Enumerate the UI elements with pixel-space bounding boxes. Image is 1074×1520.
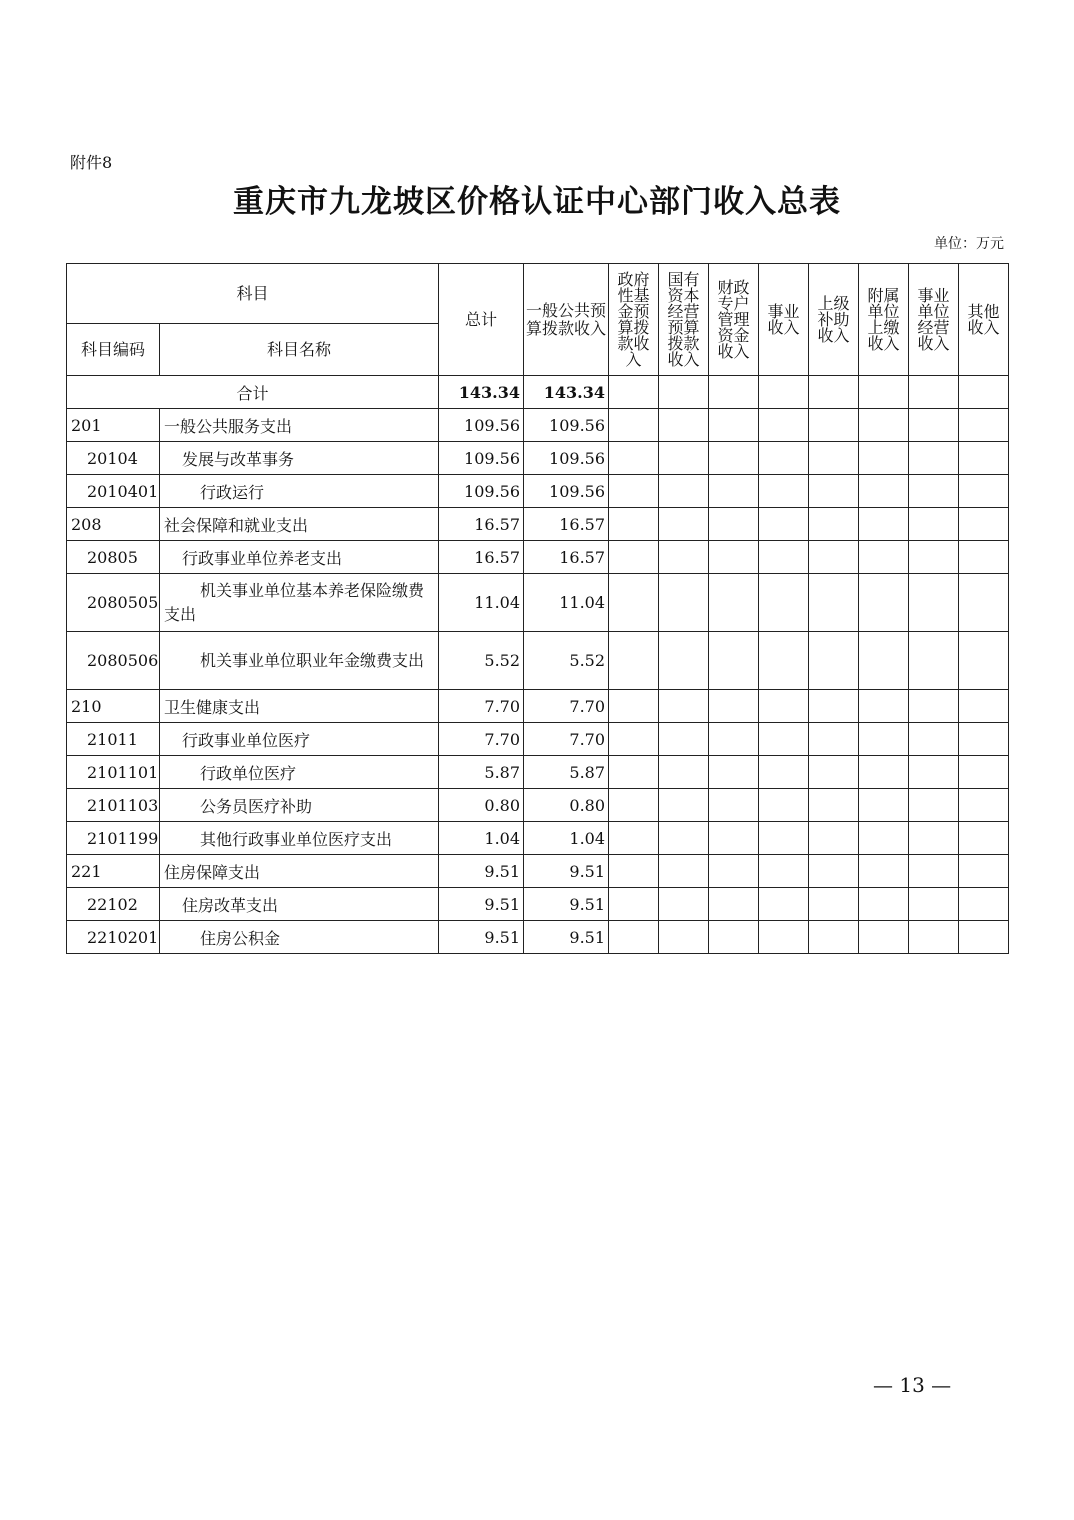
row-name: 住房改革支出 bbox=[160, 888, 439, 921]
table-row bbox=[67, 855, 1009, 888]
total-general: 143.34 bbox=[524, 376, 609, 409]
empty-cell bbox=[859, 475, 909, 508]
empty-cell bbox=[809, 541, 859, 574]
row-total: 5.52 bbox=[439, 632, 524, 690]
empty-cell bbox=[959, 508, 1009, 541]
table-row bbox=[67, 409, 1009, 442]
empty-cell bbox=[759, 822, 809, 855]
empty-cell bbox=[959, 475, 1009, 508]
empty-cell bbox=[709, 921, 759, 954]
income-summary-table bbox=[66, 263, 1009, 954]
empty-cell bbox=[659, 822, 709, 855]
row-general: 7.70 bbox=[524, 690, 609, 723]
row-general: 1.04 bbox=[524, 822, 609, 855]
row-name: 行政事业单位养老支出 bbox=[160, 541, 439, 574]
empty-cell bbox=[959, 541, 1009, 574]
empty-cell bbox=[709, 409, 759, 442]
empty-cell bbox=[859, 376, 909, 409]
empty-cell bbox=[609, 921, 659, 954]
empty-cell bbox=[659, 756, 709, 789]
row-total: 9.51 bbox=[439, 855, 524, 888]
table-row bbox=[67, 442, 1009, 475]
empty-cell bbox=[959, 921, 1009, 954]
empty-cell bbox=[909, 475, 959, 508]
empty-cell bbox=[609, 376, 659, 409]
table-row bbox=[67, 921, 1009, 954]
row-code: 221 bbox=[67, 855, 160, 888]
empty-cell bbox=[709, 822, 759, 855]
row-code: 20805 bbox=[67, 541, 160, 574]
empty-cell bbox=[609, 508, 659, 541]
page-number: — 13 — bbox=[873, 1373, 952, 1397]
empty-cell bbox=[609, 789, 659, 822]
empty-cell bbox=[909, 690, 959, 723]
empty-cell bbox=[909, 921, 959, 954]
empty-cell bbox=[959, 690, 1009, 723]
table-row bbox=[67, 888, 1009, 921]
empty-cell bbox=[909, 409, 959, 442]
empty-cell bbox=[859, 789, 909, 822]
empty-cell bbox=[809, 888, 859, 921]
row-total: 16.57 bbox=[439, 508, 524, 541]
table-row bbox=[67, 632, 1009, 690]
empty-cell bbox=[759, 789, 809, 822]
empty-cell bbox=[609, 855, 659, 888]
row-code: 2080505 bbox=[67, 574, 160, 632]
row-total: 0.80 bbox=[439, 789, 524, 822]
empty-cell bbox=[959, 855, 1009, 888]
row-total: 109.56 bbox=[439, 475, 524, 508]
row-name: 卫生健康支出 bbox=[160, 690, 439, 723]
row-name: 社会保障和就业支出 bbox=[160, 508, 439, 541]
empty-cell bbox=[609, 409, 659, 442]
row-name: 机关事业单位职业年金缴费支出 bbox=[160, 632, 439, 690]
empty-cell bbox=[659, 789, 709, 822]
row-total: 16.57 bbox=[439, 541, 524, 574]
row-total: 11.04 bbox=[439, 574, 524, 632]
empty-cell bbox=[659, 855, 709, 888]
empty-cell bbox=[859, 409, 909, 442]
empty-cell bbox=[709, 789, 759, 822]
row-total: 9.51 bbox=[439, 888, 524, 921]
empty-cell bbox=[809, 723, 859, 756]
empty-cell bbox=[859, 921, 909, 954]
empty-cell bbox=[809, 376, 859, 409]
empty-cell bbox=[909, 855, 959, 888]
empty-cell bbox=[959, 822, 1009, 855]
empty-cell bbox=[659, 541, 709, 574]
empty-cell bbox=[659, 632, 709, 690]
empty-cell bbox=[809, 475, 859, 508]
empty-cell bbox=[709, 690, 759, 723]
empty-cell bbox=[759, 541, 809, 574]
header-subject-code: 科目编码 bbox=[67, 324, 160, 376]
empty-cell bbox=[659, 442, 709, 475]
header-business-income: 事业收入 bbox=[759, 264, 809, 376]
empty-cell bbox=[609, 475, 659, 508]
empty-cell bbox=[609, 888, 659, 921]
row-general: 109.56 bbox=[524, 409, 609, 442]
row-general: 109.56 bbox=[524, 475, 609, 508]
empty-cell bbox=[659, 690, 709, 723]
header-state-capital: 国有资本经营预算拨款收入 bbox=[659, 264, 709, 376]
row-general: 5.87 bbox=[524, 756, 609, 789]
empty-cell bbox=[809, 789, 859, 822]
empty-cell bbox=[609, 723, 659, 756]
empty-cell bbox=[859, 690, 909, 723]
empty-cell bbox=[909, 574, 959, 632]
row-total: 109.56 bbox=[439, 409, 524, 442]
row-code: 2101199 bbox=[67, 822, 160, 855]
empty-cell bbox=[709, 723, 759, 756]
empty-cell bbox=[909, 756, 959, 789]
empty-cell bbox=[609, 756, 659, 789]
empty-cell bbox=[709, 508, 759, 541]
empty-cell bbox=[859, 756, 909, 789]
header-subject-name: 科目名称 bbox=[160, 324, 439, 376]
empty-cell bbox=[709, 855, 759, 888]
row-general: 109.56 bbox=[524, 442, 609, 475]
total-label: 合计 bbox=[67, 376, 439, 409]
row-total: 7.70 bbox=[439, 690, 524, 723]
empty-cell bbox=[759, 508, 809, 541]
empty-cell bbox=[709, 632, 759, 690]
row-general: 9.51 bbox=[524, 921, 609, 954]
empty-cell bbox=[609, 632, 659, 690]
row-code: 21011 bbox=[67, 723, 160, 756]
row-total: 5.87 bbox=[439, 756, 524, 789]
empty-cell bbox=[659, 888, 709, 921]
row-name: 公务员医疗补助 bbox=[160, 789, 439, 822]
total-amount: 143.34 bbox=[439, 376, 524, 409]
empty-cell bbox=[709, 888, 759, 921]
empty-cell bbox=[959, 723, 1009, 756]
row-code: 210 bbox=[67, 690, 160, 723]
empty-cell bbox=[809, 855, 859, 888]
empty-cell bbox=[959, 789, 1009, 822]
header-affiliated-payment: 附属单位上缴收入 bbox=[859, 264, 909, 376]
empty-cell bbox=[959, 756, 1009, 789]
header-fiscal-special: 财政专户管理资金收入 bbox=[709, 264, 759, 376]
table-row bbox=[67, 508, 1009, 541]
row-code: 2080506 bbox=[67, 632, 160, 690]
empty-cell bbox=[959, 376, 1009, 409]
page-title: 重庆市九龙坡区价格认证中心部门收入总表 bbox=[233, 184, 841, 220]
header-total: 总计 bbox=[439, 264, 524, 376]
empty-cell bbox=[759, 690, 809, 723]
header-superior-subsidy: 上级补助收入 bbox=[809, 264, 859, 376]
empty-cell bbox=[959, 442, 1009, 475]
empty-cell bbox=[809, 690, 859, 723]
empty-cell bbox=[659, 508, 709, 541]
unit-label: 单位：万元 bbox=[934, 236, 1004, 252]
empty-cell bbox=[959, 888, 1009, 921]
empty-cell bbox=[659, 723, 709, 756]
empty-cell bbox=[609, 574, 659, 632]
empty-cell bbox=[759, 475, 809, 508]
empty-cell bbox=[859, 888, 909, 921]
empty-cell bbox=[759, 723, 809, 756]
empty-cell bbox=[909, 632, 959, 690]
empty-cell bbox=[759, 442, 809, 475]
empty-cell bbox=[609, 442, 659, 475]
total-row bbox=[67, 376, 1009, 409]
table-row bbox=[67, 541, 1009, 574]
empty-cell bbox=[859, 855, 909, 888]
row-general: 16.57 bbox=[524, 541, 609, 574]
empty-cell bbox=[809, 756, 859, 789]
empty-cell bbox=[959, 574, 1009, 632]
empty-cell bbox=[759, 756, 809, 789]
empty-cell bbox=[759, 888, 809, 921]
header-row-1 bbox=[67, 264, 1009, 324]
empty-cell bbox=[809, 574, 859, 632]
header-subject: 科目 bbox=[67, 264, 439, 324]
row-code: 22102 bbox=[67, 888, 160, 921]
empty-cell bbox=[909, 789, 959, 822]
empty-cell bbox=[909, 442, 959, 475]
row-general: 7.70 bbox=[524, 723, 609, 756]
empty-cell bbox=[709, 475, 759, 508]
empty-cell bbox=[659, 475, 709, 508]
row-code: 2101101 bbox=[67, 756, 160, 789]
empty-cell bbox=[859, 723, 909, 756]
header-business-operation: 事业单位经营收入 bbox=[909, 264, 959, 376]
row-name: 行政事业单位医疗 bbox=[160, 723, 439, 756]
empty-cell bbox=[809, 508, 859, 541]
row-name: 住房保障支出 bbox=[160, 855, 439, 888]
empty-cell bbox=[859, 574, 909, 632]
row-total: 7.70 bbox=[439, 723, 524, 756]
row-name: 发展与改革事务 bbox=[160, 442, 439, 475]
empty-cell bbox=[909, 541, 959, 574]
header-general-budget: 一般公共预算拨款收入 bbox=[524, 264, 609, 376]
empty-cell bbox=[809, 632, 859, 690]
row-general: 9.51 bbox=[524, 888, 609, 921]
table-row bbox=[67, 789, 1009, 822]
row-name: 机关事业单位基本养老保险缴费支出 bbox=[160, 574, 439, 632]
empty-cell bbox=[709, 442, 759, 475]
empty-cell bbox=[859, 442, 909, 475]
row-total: 1.04 bbox=[439, 822, 524, 855]
row-name: 行政运行 bbox=[160, 475, 439, 508]
row-code: 2210201 bbox=[67, 921, 160, 954]
row-name: 其他行政事业单位医疗支出 bbox=[160, 822, 439, 855]
empty-cell bbox=[759, 409, 809, 442]
row-code: 20104 bbox=[67, 442, 160, 475]
empty-cell bbox=[809, 442, 859, 475]
empty-cell bbox=[659, 376, 709, 409]
empty-cell bbox=[709, 541, 759, 574]
row-general: 16.57 bbox=[524, 508, 609, 541]
empty-cell bbox=[859, 632, 909, 690]
header-gov-fund: 政府性基金预算拨款收入 bbox=[609, 264, 659, 376]
row-name: 行政单位医疗 bbox=[160, 756, 439, 789]
empty-cell bbox=[909, 888, 959, 921]
table-row bbox=[67, 690, 1009, 723]
empty-cell bbox=[809, 921, 859, 954]
empty-cell bbox=[859, 508, 909, 541]
empty-cell bbox=[909, 723, 959, 756]
empty-cell bbox=[659, 409, 709, 442]
empty-cell bbox=[909, 376, 959, 409]
empty-cell bbox=[759, 855, 809, 888]
row-name: 一般公共服务支出 bbox=[160, 409, 439, 442]
empty-cell bbox=[709, 574, 759, 632]
empty-cell bbox=[709, 756, 759, 789]
table-row bbox=[67, 574, 1009, 632]
empty-cell bbox=[809, 822, 859, 855]
attachment-label: 附件8 bbox=[70, 153, 113, 172]
empty-cell bbox=[859, 822, 909, 855]
row-code: 2010401 bbox=[67, 475, 160, 508]
table-row bbox=[67, 475, 1009, 508]
empty-cell bbox=[609, 822, 659, 855]
row-total: 9.51 bbox=[439, 921, 524, 954]
empty-cell bbox=[759, 632, 809, 690]
empty-cell bbox=[959, 632, 1009, 690]
empty-cell bbox=[659, 921, 709, 954]
empty-cell bbox=[709, 376, 759, 409]
empty-cell bbox=[809, 409, 859, 442]
row-general: 9.51 bbox=[524, 855, 609, 888]
empty-cell bbox=[959, 409, 1009, 442]
table-row bbox=[67, 822, 1009, 855]
empty-cell bbox=[659, 574, 709, 632]
header-other-income: 其他收入 bbox=[959, 264, 1009, 376]
empty-cell bbox=[759, 921, 809, 954]
empty-cell bbox=[909, 822, 959, 855]
table-row bbox=[67, 723, 1009, 756]
empty-cell bbox=[609, 690, 659, 723]
row-code: 2101103 bbox=[67, 789, 160, 822]
row-general: 11.04 bbox=[524, 574, 609, 632]
row-total: 109.56 bbox=[439, 442, 524, 475]
row-name: 住房公积金 bbox=[160, 921, 439, 954]
row-general: 5.52 bbox=[524, 632, 609, 690]
empty-cell bbox=[859, 541, 909, 574]
row-general: 0.80 bbox=[524, 789, 609, 822]
empty-cell bbox=[909, 508, 959, 541]
empty-cell bbox=[609, 541, 659, 574]
row-code: 201 bbox=[67, 409, 160, 442]
row-code: 208 bbox=[67, 508, 160, 541]
table-row bbox=[67, 756, 1009, 789]
empty-cell bbox=[759, 376, 809, 409]
empty-cell bbox=[759, 574, 809, 632]
